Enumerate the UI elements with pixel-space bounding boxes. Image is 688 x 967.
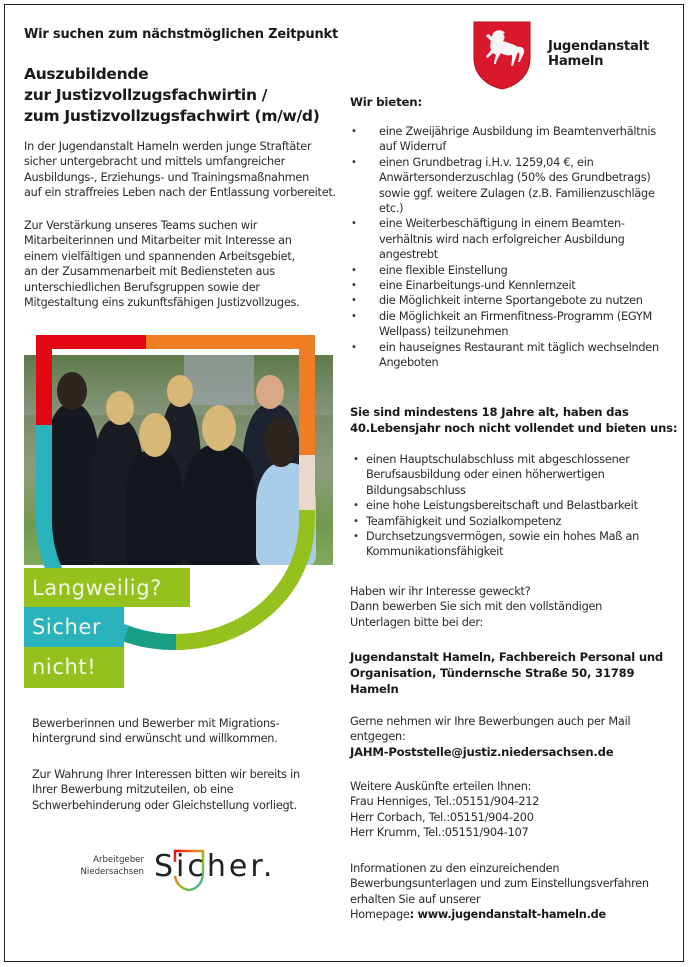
person-head [256, 375, 284, 409]
text-line: entgegen: [350, 730, 406, 744]
postal-address [350, 649, 680, 697]
text-line: Informationen zu den einzureichenden [350, 862, 560, 875]
text-line: • einen Grundbetrag i.H.v. 1259,04 €, ein [379, 155, 594, 169]
text-line: Organisation, Tündernsche Straße 50, 31789 [350, 666, 635, 680]
requirement-item [351, 529, 683, 560]
text-line: Jugendanstalt Hameln, Fachbereich Personal und [350, 650, 664, 664]
email-link[interactable]: JAHM-Poststelle@justiz.niedersachsen.de [350, 745, 614, 759]
contacts-block [350, 779, 680, 841]
homepage-label: Homepage [350, 908, 410, 922]
text-line: an der Zusammenarbeit mit Bediensteten aus [24, 265, 275, 279]
logo-text [548, 39, 649, 69]
text-line: auf Widerruf [379, 140, 447, 154]
jugendanstalt-logo [472, 20, 672, 92]
contact-person: Frau Henniges, Tel.:05151/904-212 [350, 795, 540, 809]
text-line: • einen Hauptschulabschluss mit abgeschlossener [366, 453, 630, 466]
text-line: • eine Zweijährige Ausbildung im Beamtenverhältnis [379, 125, 656, 138]
title-line: zum Justizvollzugsfachwirt (m/w/d) [24, 107, 320, 125]
contact-person: Herr Corbach, Tel.:05151/904-200 [350, 810, 534, 824]
employer-logo [70, 848, 276, 893]
text-line: sowie ggf. weitere Zulagen (z.B. Familienzuschläge [379, 186, 655, 200]
text-line: Haben wir ihr Interesse geweckt? [350, 585, 531, 598]
requirements-heading [350, 404, 677, 436]
info-block [350, 861, 680, 923]
text-line: Schwerbehinderung oder Gleichstellung vorliegt. [32, 798, 297, 812]
photo-background-building [184, 355, 254, 405]
sicher-wordmark: Sicher. [154, 849, 276, 884]
text-line: • eine hohe Leistungsbereitschaft und Belastbarkeit [366, 499, 638, 513]
contact-person: Herr Krumm, Tel.:05151/904-107 [350, 826, 529, 840]
text-line: Kommunikationsfähigkeit [366, 545, 504, 559]
text-line: auf ein straffreies Leben nach der Entlassung vorbereitet. [24, 186, 336, 200]
text-line: Hameln [350, 682, 399, 696]
application-prompt [350, 584, 680, 630]
banner-nicht: nicht! [24, 647, 124, 688]
text-line: • Teamfähigkeit und Sozialkompetenz [366, 514, 562, 528]
banner-sicher: Sicher [24, 607, 124, 647]
contacts-heading: Weitere Auskünfte erteilen Ihnen: [350, 780, 532, 793]
homepage-line [350, 907, 680, 922]
requirement-item [351, 514, 683, 529]
text-line: Anwärtersonderzuschlag (50% des Grundbetrags) [379, 171, 651, 185]
person-head [57, 372, 87, 410]
offers-list [351, 124, 683, 371]
text-line: • eine flexible Einstellung [379, 263, 508, 277]
text-line: Dann bewerben Sie sich mit den vollständigen [350, 600, 603, 614]
requirements-list [351, 452, 683, 560]
homepage-link[interactable]: www.jugendanstalt-hameln.de [417, 908, 606, 922]
requirement-item [351, 452, 683, 498]
lower-saxony-horse-shield-icon [472, 20, 532, 90]
intro-paragraph-2 [24, 218, 344, 310]
intro-paragraph-1 [24, 139, 364, 201]
employer-line-2: Niedersachsen [80, 867, 144, 877]
offer-item [351, 340, 683, 371]
text-line: Ihrer Bewerbung mitzuteilen, ob eine [32, 783, 234, 797]
migration-note [32, 716, 352, 747]
title-line: zur Justizvollzugsfachwirtin / [24, 86, 268, 104]
text-line: hintergrund sind erwünscht und willkommen. [32, 732, 278, 746]
text-line: etc.) [379, 202, 404, 216]
text-line: angestrebt [379, 248, 438, 262]
text-line: Berufsausbildung oder einen höherwertigen [366, 468, 605, 482]
text-line: • eine Einarbeitungs-und Kennlernzeit [379, 279, 576, 293]
text-line: sicher untergebracht und mittels umfangreicher [24, 155, 285, 169]
text-line: Bildungsabschluss [366, 483, 466, 497]
text-line: Sie sind mindestens 18 Jahre alt, haben das [350, 405, 629, 419]
offer-item [351, 216, 683, 262]
text-line: • ein hauseignes Restaurant mit täglich wechselnden [379, 340, 659, 354]
text-line: • die Möglichkeit interne Sportangebote zu nutzen [379, 294, 643, 308]
text-line: Gerne nehmen wir Ihre Bewerbungen auch per Mail [350, 715, 631, 728]
mail-intro [350, 714, 680, 745]
offer-item [351, 124, 683, 155]
text-line: Ausbildungs-, Erziehungs- und Trainingsmaßnahmen [24, 170, 309, 184]
frame-segment-orange-top [146, 335, 315, 349]
text-line: Zur Verstärkung unseres Teams suchen wir [24, 219, 258, 232]
text-line: unterschiedlichen Berufsgruppen sowie der [24, 280, 260, 294]
text-line: verhältnis wird nach erfolgreicher Ausbildung [379, 232, 625, 246]
text-line: Mitgestaltung eins zukunftsfähigen Justizvollzuges. [24, 296, 300, 310]
person-head [167, 375, 193, 407]
text-line: einem vielfältigen und spannenden Arbeitsgebiet, [24, 249, 295, 263]
frame-segment-red-left [36, 335, 52, 425]
logo-line-1: Jugendanstalt [548, 39, 650, 54]
text-line: • eine Weiterbeschäftigung in einem Beamten- [379, 217, 625, 231]
employer-logo-text [70, 854, 144, 878]
text-line: Angeboten [379, 356, 439, 370]
text-line: Zur Wahrung Ihrer Interessen bitten wir bereits in [32, 768, 300, 781]
employer-line-1: Arbeitgeber [93, 855, 144, 865]
offer-item [351, 278, 683, 293]
text-line: 40.Lebensjahr noch nicht vollendet und bieten uns: [350, 421, 678, 435]
offer-item [351, 155, 683, 217]
text-line: Mitarbeiterinnen und Mitarbeiter mit Interesse an [24, 234, 292, 248]
banner-langweilig: Langweilig? [24, 568, 190, 607]
text-line: • Durchsetzungsvermögen, sowie ein hohes Maß an [366, 530, 640, 544]
text-line: In der Jugendanstalt Hameln werden junge Straftäter [24, 140, 312, 153]
job-title [24, 64, 320, 127]
text-line: Bewerberinnen und Bewerber mit Migrations- [32, 717, 280, 730]
offer-item [351, 309, 683, 340]
text-line: Unterlagen bitte bei der: [350, 615, 484, 629]
text-line: Bewerbungsunterlagen und zum Einstellungsverfahren [350, 877, 649, 891]
offer-item [351, 263, 683, 278]
offers-heading: Wir bieten: [350, 95, 423, 109]
kicker-text: Wir suchen zum nächstmöglichen Zeitpunkt [24, 27, 338, 42]
text-line: erhalten Sie auf unserer [350, 892, 481, 906]
title-line: Auszubildende [24, 65, 149, 83]
frame-segment-red-top [36, 335, 146, 349]
homepage-separator: : [409, 908, 418, 922]
requirement-item [351, 498, 683, 513]
text-line: • die Möglichkeit an Firmenfitness-Programm (EGYM [379, 309, 653, 323]
logo-line-2: Hameln [548, 54, 604, 69]
offer-item [351, 293, 683, 308]
disability-note [32, 767, 352, 813]
text-line: Wellpass) teilzunehmen [379, 325, 509, 339]
